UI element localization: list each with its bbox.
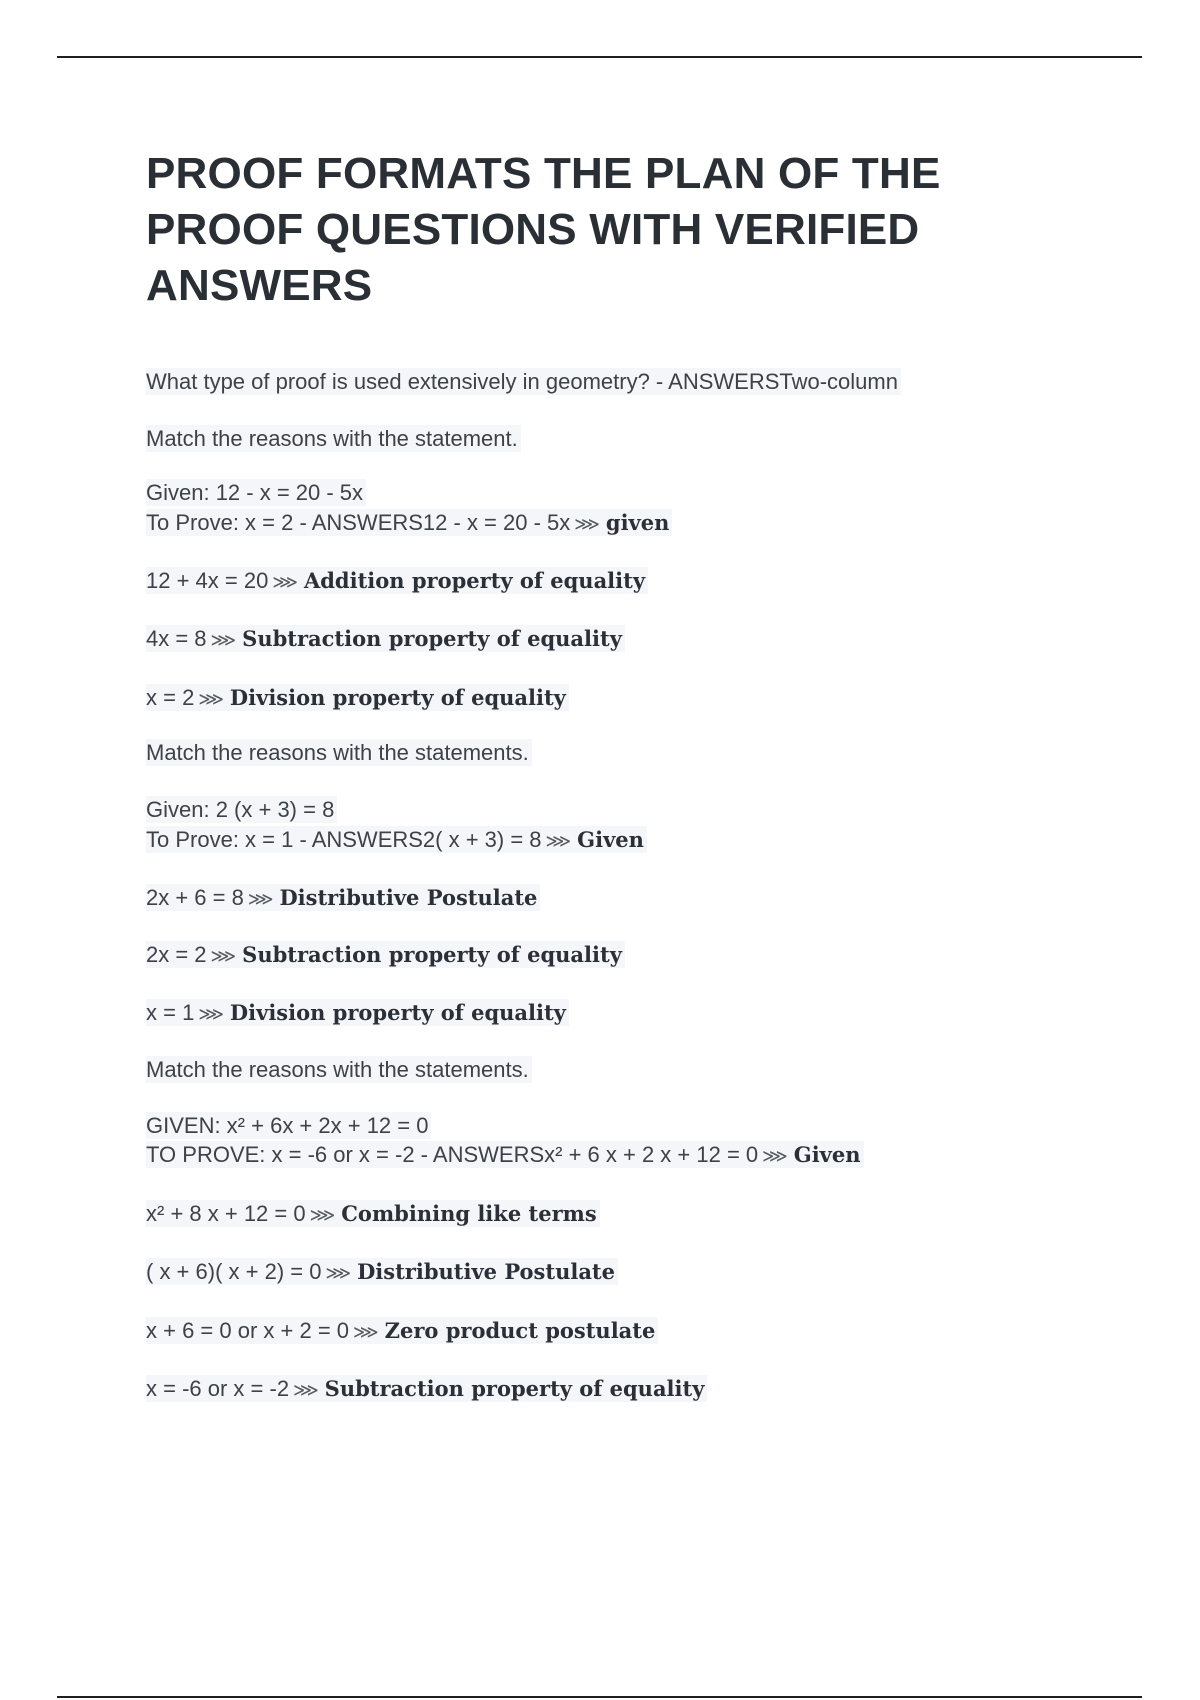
question-2-step: 12 + 4x = 20 ⋙ Addition property of equality <box>146 566 648 598</box>
answer-reason: Distributive Postulate <box>357 1259 615 1284</box>
question-3-step: 2x + 6 = 8 ⋙ Distributive Postulate <box>146 883 540 915</box>
answer-reason: Given <box>577 827 644 852</box>
question-3-intro: Match the reasons with the statements. <box>146 738 532 768</box>
question-2-intro: Match the reasons with the statement. <box>146 424 521 454</box>
answer-reason: Distributive Postulate <box>279 885 538 910</box>
question-3-given: Given: 2 (x + 3) = 8 <box>146 795 337 825</box>
arrow-icon: ⋙ <box>353 1322 375 1343</box>
arrow-icon: ⋙ <box>325 1263 348 1284</box>
top-rule <box>57 56 1142 58</box>
question-3-step: x = 1 ⋙ Division property of equality <box>146 998 569 1030</box>
answer-reason: Subtraction property of equality <box>242 942 622 967</box>
document-title: PROOF FORMATS THE PLAN OF THE PROOF QUESTIONS WITH VERIFIED ANSWERS <box>146 149 941 310</box>
arrow-icon: ⋙ <box>309 1205 332 1226</box>
question-3-step: 2x = 2 ⋙ Subtraction property of equality <box>146 940 625 972</box>
arrow-icon: ⋙ <box>574 514 596 535</box>
answer-reason: Given <box>793 1142 861 1167</box>
question-4-intro: Match the reasons with the statements. <box>146 1055 532 1085</box>
arrow-icon: ⋙ <box>272 572 294 593</box>
question-4-given: GIVEN: x² + 6x + 2x + 12 = 0 <box>146 1111 431 1141</box>
answer-reason: Division property of equality <box>229 685 566 710</box>
question-4-step: x² + 8 x + 12 = 0 ⋙ Combining like terms <box>146 1199 600 1231</box>
answer-reason: given <box>605 510 670 535</box>
arrow-icon: ⋙ <box>247 889 270 910</box>
arrow-icon: ⋙ <box>198 689 220 710</box>
question-3-prove: To Prove: x = 1 - ANSWERS2( x + 3) = 8 ⋙ Given <box>146 825 647 857</box>
arrow-icon: ⋙ <box>545 831 568 852</box>
question-2-step: x = 2 ⋙ Division property of equality <box>146 683 569 715</box>
arrow-icon: ⋙ <box>210 946 233 967</box>
question-2-step: 4x = 8 ⋙ Subtraction property of equality <box>146 624 625 656</box>
question-4-step: ( x + 6)( x + 2) = 0 ⋙ Distributive Postulate <box>146 1257 618 1289</box>
answer-reason: Division property of equality <box>229 1000 566 1025</box>
answer-reason: Addition property of equality <box>303 568 646 593</box>
question-4-step: x + 6 = 0 or x + 2 = 0 ⋙ Zero product postulate <box>146 1316 658 1348</box>
bottom-rule <box>57 1696 1142 1698</box>
question-2-given: Given: 12 - x = 20 - 5x <box>146 478 366 508</box>
question-1-text: What type of proof is used extensively in geometry? - ANSWERSTwo-column <box>146 368 901 395</box>
arrow-icon: ⋙ <box>762 1146 784 1167</box>
answer-reason: Subtraction property of equality <box>324 1376 705 1401</box>
arrow-icon: ⋙ <box>198 1004 220 1025</box>
question-1 <box>146 367 901 397</box>
answer-reason: Zero product postulate <box>384 1318 656 1343</box>
answer-reason: Combining like terms <box>341 1201 597 1226</box>
question-4-prove: TO PROVE: x = -6 or x = -2 - ANSWERSx² + 6 x + 2 x + 12 = 0 ⋙ Given <box>146 1140 864 1172</box>
answer-reason: Subtraction property of equality <box>242 626 622 651</box>
arrow-icon: ⋙ <box>210 630 233 651</box>
question-2-prove: To Prove: x = 2 - ANSWERS12 - x = 20 - 5x ⋙ given <box>146 508 672 540</box>
question-4-step: x = -6 or x = -2 ⋙ Subtraction property of equality <box>146 1374 707 1406</box>
arrow-icon: ⋙ <box>293 1380 315 1401</box>
